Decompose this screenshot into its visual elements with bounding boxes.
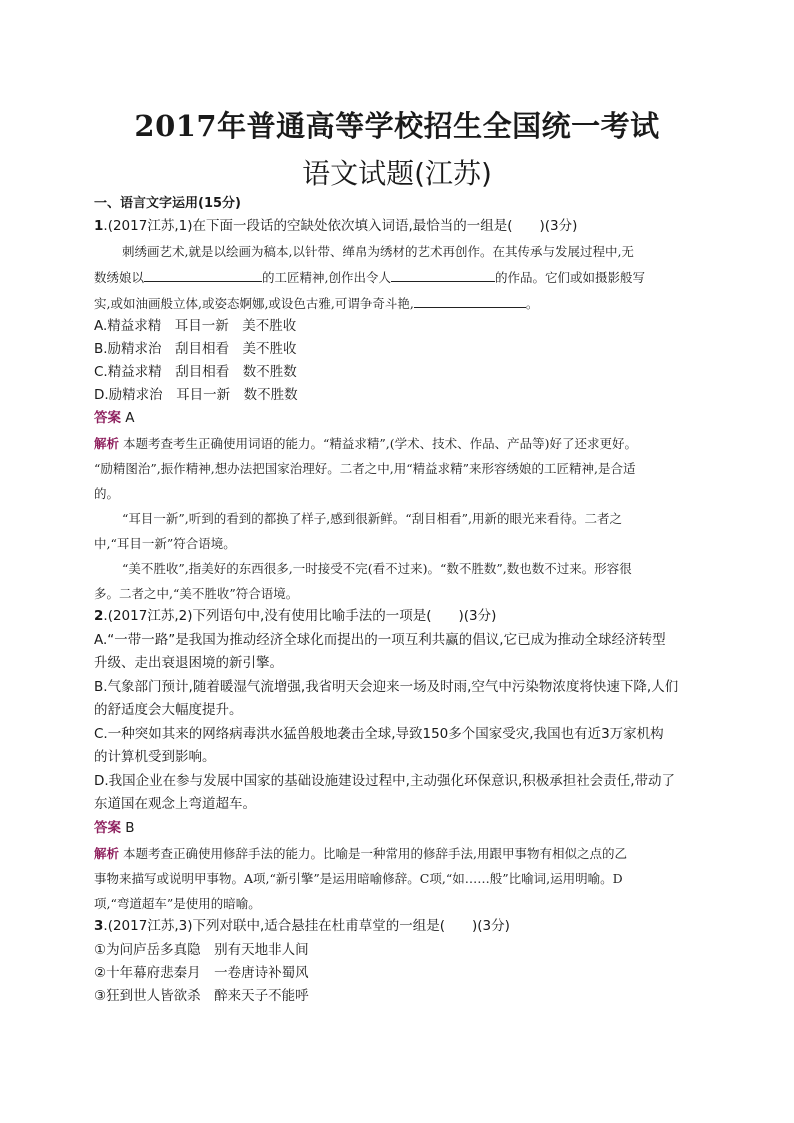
- passage-text: 的作品。它们或如摄影般写: [495, 270, 646, 285]
- q1-passage-line: 刺绣画艺术,就是以绘画为稿本,以针带、缂帛为绣材的艺术再创作。在其传承与发展过程中,无: [122, 244, 634, 259]
- q1-analysis-line: “励精图治”,振作精神,想办法把国家治理好。二者之中,用“精益求精”来形容绣娘的工匠精神,是合适: [94, 461, 636, 476]
- q2-option-b-cont: 的舒适度会大幅度提升。: [94, 702, 243, 718]
- q1-analysis-line: [94, 434, 637, 454]
- q1-option: D.励精求治 耳目一新 数不胜数: [94, 387, 298, 403]
- q1-analysis-line: 中,“耳目一新”符合语境。: [94, 536, 236, 551]
- page-subtitle: 语文试题(江苏): [302, 157, 492, 190]
- q2-option-d: D.我国企业在参与发展中国家的基础设施建设过程中,主动强化环保意识,积极承担社会责任,带动了: [94, 773, 676, 789]
- q3-couplet: ①为问庐岳多真隐 别有天地非人间: [94, 942, 309, 958]
- q2-analysis-line: [94, 844, 627, 864]
- q2-analysis-line: 事物来描写或说明甲事物。A项,“新引擎”是运用暗喻修辞。C项,“如……般”比喻词,运用明喻。D: [94, 871, 623, 886]
- question-number: 3: [94, 918, 104, 934]
- q2-analysis-line: 项,“弯道超车”是使用的暗喻。: [94, 896, 261, 911]
- answer-value: A: [121, 410, 135, 426]
- analysis-label: 解析: [94, 436, 120, 451]
- question-number: 1: [94, 218, 104, 234]
- analysis-label: 解析: [94, 846, 120, 861]
- q2-option-b: B.气象部门预计,随着暖湿气流增强,我省明天会迎来一场及时雨,空气中污染物浓度将快速下降,人们: [94, 679, 679, 695]
- passage-text: 实,或如油画般立体,或姿态婀娜,或设色古雅,可谓争奇斗艳,: [94, 296, 414, 311]
- q1-analysis-line: 多。二者之中,“美不胜收”符合语境。: [94, 586, 299, 601]
- question-number: 2: [94, 608, 104, 624]
- q1-option: A.精益求精 耳目一新 美不胜收: [94, 318, 297, 334]
- q1-analysis-line: “耳目一新”,听到的看到的都换了样子,感到很新鲜。“刮目相看”,用新的眼光来看待。二者之: [122, 511, 622, 526]
- q1-analysis-line: 的。: [94, 486, 120, 501]
- question-1-stem: [94, 216, 577, 236]
- question-text: .(2017江苏,1)在下面一段话的空缺处依次填入词语,最恰当的一组是( )(3分): [103, 218, 578, 234]
- answer-label: 答案: [94, 410, 121, 426]
- section-heading: 一、语言文字运用(15分): [94, 196, 241, 211]
- page-title: 2017年普通高等学校招生全国统一考试: [134, 109, 660, 143]
- answer-label: 答案: [94, 820, 121, 836]
- q1-option: B.励精求治 刮目相看 美不胜收: [94, 341, 297, 357]
- passage-text: 数绣娘以: [94, 270, 145, 285]
- q2-option-c-cont: 的计算机受到影响。: [94, 749, 216, 765]
- question-2-stem: [94, 606, 496, 626]
- q2-option-a-cont: 升级、走出衰退困境的新引擎。: [94, 655, 283, 671]
- fill-blank: [414, 295, 526, 308]
- q1-answer: [94, 408, 135, 428]
- q2-answer: [94, 818, 135, 838]
- q2-option-d-cont: 东道国在观念上弯道超车。: [94, 796, 256, 812]
- passage-text: 的工匠精神,创作出令人: [262, 270, 391, 285]
- analysis-text: 本题考查考生正确使用词语的能力。“精益求精”,(学术、技术、作品、产品等)好了还求更好。: [119, 436, 637, 451]
- question-text: .(2017江苏,2)下列语句中,没有使用比喻手法的一项是( )(3分): [103, 608, 497, 624]
- q1-option: C.精益求精 刮目相看 数不胜数: [94, 364, 297, 380]
- question-3-stem: [94, 916, 510, 936]
- q2-option-a: A.“一带一路”是我国为推动经济全球化而提出的一项互利共赢的倡议,它已成为推动全球经济转型: [94, 632, 666, 648]
- passage-text: 。: [525, 296, 539, 311]
- q1-passage-line: [94, 294, 538, 314]
- answer-value: B: [121, 820, 135, 836]
- fill-blank: [391, 269, 495, 282]
- q1-passage-line: [94, 268, 645, 288]
- question-text: .(2017江苏,3)下列对联中,适合悬挂在杜甫草堂的一组是( )(3分): [103, 918, 510, 934]
- q3-couplet: ②十年幕府悲秦月 一卷唐诗补蜀风: [94, 965, 309, 981]
- q3-couplet: ③狂到世人皆欲杀 醉来天子不能呼: [94, 988, 309, 1004]
- q1-analysis-line: “美不胜收”,指美好的东西很多,一时接受不完(看不过来)。“数不胜数”,数也数不过来。形容很: [122, 561, 632, 576]
- q2-option-c: C.一种突如其来的网络病毒洪水猛兽般地袭击全球,导致150多个国家受灾,我国也有近3万家机构: [94, 726, 664, 742]
- analysis-text: 本题考查正确使用修辞手法的能力。比喻是一种常用的修辞手法,用跟甲事物有相似之点的乙: [119, 846, 627, 861]
- fill-blank: [144, 269, 262, 282]
